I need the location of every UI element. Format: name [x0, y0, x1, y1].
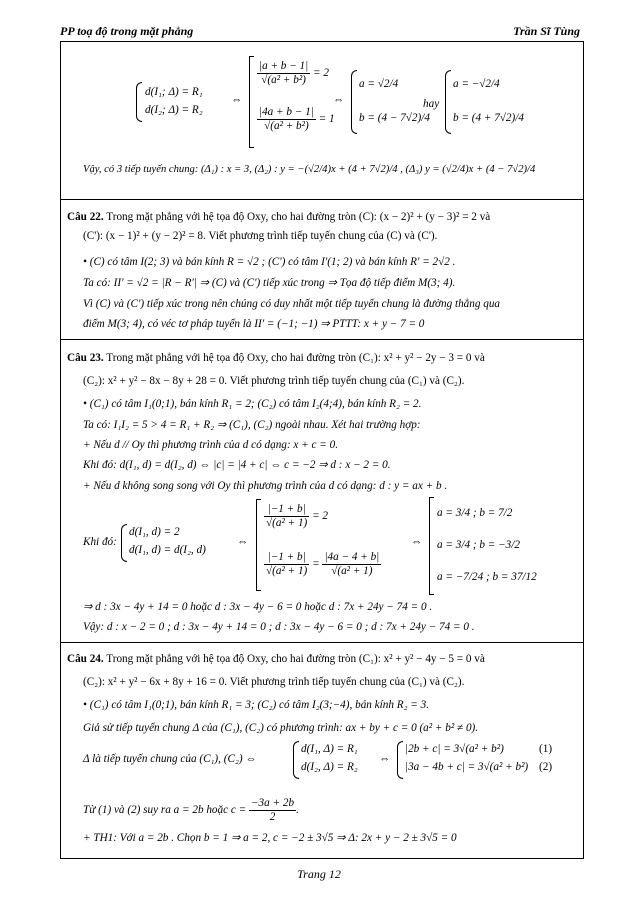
q23-eq2-equals: =	[312, 558, 320, 571]
eq1-denominator: √(a² + b²)	[261, 74, 306, 86]
q23-system-1: d(I₁, d) = 2	[129, 526, 180, 538]
system-line-1: d(I₁; Δ) = R₁	[145, 86, 203, 98]
q23-system-2: d(I₁, d) = d(I₂, d)	[129, 544, 206, 556]
q24-system-2: d(I₂, Δ) = R₂	[301, 761, 358, 773]
eq2-rhs: = 1	[318, 113, 335, 126]
question-24: Câu 24. Trong mặt phẳng với hệ tọa độ Oxy, cho hai đường tròn (C₁): x² + y² − 4y − 5 = 0 và (C₂): x² + y² − 6x + 8y + 16 = 0. Viết phương trình tiếp tuyến chung của (C₁) và (C₂). • (C₁) có tâm I₁(0;1), bán kính R₁ = 3; (C₂) có tâm I₂(3;−4), bán kính R₂ = 3. Giả sử tiếp tuyến chung Δ của (C₁), (C₂) có phương trình: ax + by + c = 0 (a² + b² ≠ 0). Δ là tiếp tuyến chung của (C₁), (C₂) ⇔ d(I₁, Δ) = R₁ d(I₂, Δ) = R₂ ⇔ |2b + c| = 3√(a² + b²) |3a − 4b + c| = 3√(a² + b²) (1) (2) Từ (1) và (2) suy ra a = 2b hoặc c = $\frac{-3a + 2b}{2}$ . + TH1: Với a = 2b . Chọn b = 1 ⇒ a = 2, c = −2 ± 3√5 ⇒ Δ: 2x + y − 2 ± 3√5 = 0	[61, 642, 583, 858]
q23-solution-2: Ta có: I₁I₂ = 5 > 4 = R₁ + R₂ ⇒ (C₁), (C₂) ngoài nhau. Xét hai trường hợp:	[83, 419, 421, 431]
eq1-numerator: |a + b − 1|	[259, 60, 309, 72]
question-22-text-2: (C'): (x − 1)² + (y − 2)² = 8. Viết phương trình tiếp tuyến chung của (C) và (C').	[83, 230, 438, 242]
q24-solution-2: Giả sử tiếp tuyến chung Δ của (C₁), (C₂) có phương trình: ax + by + c = 0 (a² + b² ≠ 0).	[83, 722, 479, 734]
q23-result-3: a = −7/24 ; b = 37/12	[437, 571, 537, 583]
solution-a2: a = −√2/4	[453, 78, 500, 90]
page-number: Trang 12	[297, 867, 341, 881]
q23-eq1-rhs: = 2	[312, 510, 329, 523]
q23-eq2-numerator: |−1 + b|	[264, 551, 309, 565]
content-frame	[60, 41, 584, 859]
q22-solution-1: • (C) có tâm I(2; 3) và bán kính R = √2 ; (C') có tâm I'(1; 2) và bán kính R' = 2√2 .	[83, 256, 456, 268]
q23-result-2: a = 3/4 ; b = −3/2	[437, 539, 520, 551]
eq2-numerator: |4a + b − 1|	[259, 106, 314, 118]
solution-b2: b = (4 + 7√2)/4	[453, 112, 524, 124]
question-23-label: Câu 23.	[67, 352, 104, 364]
q24-solution-5: + TH1: Với a = 2b . Chọn b = 1 ⇒ a = 2, c = −2 ± 3√5 ⇒ Δ: 2x + y − 2 ± 3√5 = 0	[83, 832, 457, 844]
q24-eq-number-1: (1)	[539, 743, 553, 755]
question-22-text-1: Trong mặt phẳng với hệ tọa độ Oxy, cho hai đường tròn (C): (x − 2)² + (y − 3)² = 2 và	[106, 211, 491, 223]
top-section: d(I₁; Δ) = R₁ d(I₂; Δ) = R₂ ⇔ $\frac{|a + b - 1|}{\text{√(a² + b²)}}$ = 2 $\frac{|4a + b - 1|}{\text{√(a² + b²)}}$ = 1 ⇔ a = √2/4 b = (4 − 7√2)/4 hay a = −√2/4 b = (4 + 7√2)/4 Vậy, có 3 tiếp tuyến chung: (Δ₁) : x = 3, (Δ₂) : y = −(√2/4)x + (4 + 7√2)/4 , (Δ₃) y = (√2/4)x + (4 − 7√2)/4	[61, 42, 583, 197]
q23-eq2-denominator-2: √(a² + 1)	[331, 565, 373, 577]
q24-system-1: d(I₁, Δ) = R₁	[301, 743, 358, 755]
q24-frac-numerator: −3a + 2b	[251, 797, 295, 809]
header-left: PP toạ độ trong mặt phẳng	[60, 24, 194, 38]
q24-solution-4: Từ (1) và (2) suy ra a = 2b hoặc c =	[83, 804, 247, 817]
khi-do-label: Khi đó:	[83, 536, 117, 548]
q23-solution-7: Vậy: d : x − 2 = 0 ; d : 3x − 4y + 14 = 0 ; d : 3x − 4y − 6 = 0 ; d : 7x + 24y − 74 = 0 .	[83, 621, 475, 633]
question-24-text-2: (C₂): x² + y² − 6x + 8y + 16 = 0. Viết phương trình tiếp tuyến chung của (C₁) và (C₂).	[83, 676, 465, 688]
q24-solution-3: Δ là tiếp tuyến chung của (C₁), (C₂) ⇔	[83, 753, 257, 765]
solution-a1: a = √2/4	[359, 78, 399, 90]
q24-eq-number-2: (2)	[539, 761, 553, 773]
top-conclusion: Vậy, có 3 tiếp tuyến chung: (Δ₁) : x = 3, (Δ₂) : y = −(√2/4)x + (4 + 7√2)/4 , (Δ₃) y = (√2/4)x + (4 − 7√2)/4	[83, 164, 536, 175]
page-header	[60, 20, 580, 40]
question-22-label: Câu 22.	[67, 211, 104, 223]
q23-eq2-denominator: √(a² + 1)	[266, 565, 308, 577]
q24-eq-1: |2b + c| = 3√(a² + b²)	[405, 743, 504, 755]
q22-solution-3: Vì (C) và (C') tiếp xúc trong nên chúng có duy nhất một tiếp tuyến chung là đường thẳng qua	[83, 298, 501, 310]
solution-b1: b = (4 − 7√2)/4	[359, 112, 430, 124]
question-24-text-1: Trong mặt phẳng với hệ tọa độ Oxy, cho hai đường tròn (C₁): x² + y² − 4y − 5 = 0 và	[106, 653, 485, 665]
eq2-denominator: √(a² + b²)	[264, 120, 309, 132]
hay-label: hay	[423, 98, 440, 110]
header-right: Trần Sĩ Tùng	[513, 24, 580, 38]
q23-result-1: a = 3/4 ; b = 7/2	[437, 507, 513, 519]
q23-solution-5: + Nếu d không song song với Oy thì phương trình của d có dạng: d : y = ax + b .	[83, 480, 448, 492]
q24-solution-1: • (C₁) có tâm I₁(0;1), bán kính R₁ = 3; (C₂) có tâm I₂(3;−4), bán kính R₂ = 3.	[83, 699, 429, 711]
equivalence-symbol: ⇔	[231, 94, 243, 106]
system-line-2: d(I₂; Δ) = R₂	[145, 104, 203, 116]
question-23-text-1: Trong mặt phẳng với hệ tọa độ Oxy, cho hai đường tròn (C₁): x² + y² − 2y − 3 = 0 và	[106, 352, 485, 364]
eq1-rhs: = 2	[313, 67, 329, 80]
q23-solution-1: • (C₁) có tâm I₁(0;1), bán kính R₁ = 2; (C₂) có tâm I₂(4;4), bán kính R₂ = 2.	[83, 398, 422, 410]
q22-solution-2: Ta có: II' = √2 = |R − R'| ⇒ (C) và (C') tiếp xúc trong ⇒ Tọa độ tiếp điểm M(3; 4).	[83, 277, 456, 289]
q24-frac-denominator: 2	[269, 811, 276, 823]
q23-solution-3: + Nếu d // Oy thì phương trình của d có dạng: x + c = 0.	[83, 439, 339, 451]
question-22	[61, 199, 583, 339]
system-brace	[136, 82, 142, 122]
question-23: Câu 23. Trong mặt phẳng với hệ tọa độ Oxy, cho hai đường tròn (C₁): x² + y² − 2y − 3 = 0 và (C₂): x² + y² − 8x − 8y + 28 = 0. Viết phương trình tiếp tuyến chung của (C₁) và (C₂). • (C₁) có tâm I₁(0;1), bán kính R₁ = 2; (C₂) có tâm I₂(4;4), bán kính R₂ = 2. Ta có: I₁I₂ = 5 > 4 = R₁ + R₂ ⇒ (C₁), (C₂) ngoài nhau. Xét hai trường hợp: + Nếu d // Oy thì phương trình của d có dạng: x + c = 0. Khi đó: d(I₁, d) = d(I₂, d) ⇔ |c| = |4 + c| ⇔ c = −2 ⇒ d : x − 2 = 0. + Nếu d không song song với Oy thì phương trình của d có dạng: d : y = ax + b . Khi đó: d(I₁, d) = 2 d(I₁, d) = d(I₂, d) ⇔ $\frac{|-1 + b|}{\text{√(a² + 1)}}$ = 2 $\frac{|-1 + b|}{\text{√(a² + 1)}}$ = $\frac{|4a - 4 + b|}{\text{√(a² + 1)}}$ ⇔ a = 3/4 ; b = 7/2 a = 3/4 ; b = −3/2 a = −7/24 ; b = 37/12 ⇒ d : 3x − 4y + 14 = 0 hoặc d : 3x − 4y − 6 = 0 hoặc d : 7x + 24y − 74 = 0 . Vậy: d : x − 2 = 0 ; d : 3x − 4y + 14 = 0 ; d : 3x − 4y − 6 = 0 ; d : 7x + 24y − 74 = 0 .	[61, 339, 583, 642]
question-23-text-2: (C₂): x² + y² − 8x − 8y + 28 = 0. Viết phương trình tiếp tuyến chung của (C₁) và (C₂).	[83, 375, 465, 387]
question-24-label: Câu 24.	[67, 653, 104, 665]
q23-eq1-numerator: |−1 + b|	[264, 503, 309, 517]
q23-eq2-numerator-2: |4a − 4 + b|	[324, 551, 380, 563]
q23-eq1-denominator: √(a² + 1)	[266, 517, 308, 529]
q22-solution-4: điểm M(3; 4), có véc tơ pháp tuyến là II' = (−1; −1) ⇒ PTTT: x + y − 7 = 0	[83, 318, 425, 330]
q23-solution-6: ⇒ d : 3x − 4y + 14 = 0 hoặc d : 3x − 4y − 6 = 0 hoặc d : 7x + 24y − 74 = 0 .	[83, 601, 433, 613]
q24-eq-2: |3a − 4b + c| = 3√(a² + b²)	[405, 761, 529, 773]
equation-bracket	[249, 56, 254, 148]
q23-solution-4: Khi đó: d(I₁, d) = d(I₂, d) ⇔ |c| = |4 + c| ⇔ c = −2 ⇒ d : x − 2 = 0.	[83, 459, 391, 471]
